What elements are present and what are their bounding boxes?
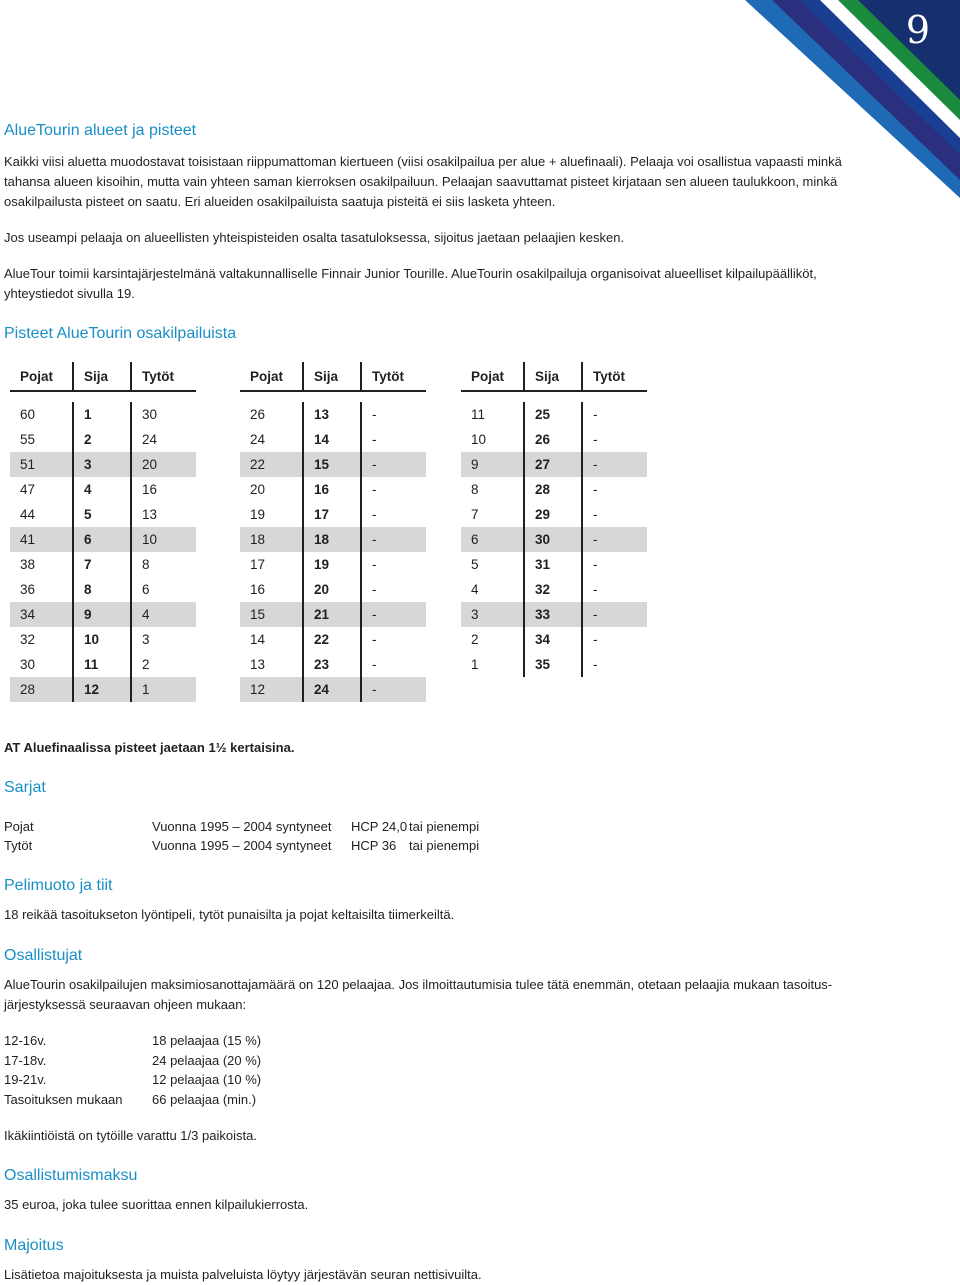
aluefinaali-note: AT Aluefinaalissa pisteet jaetaan 1½ kertaisina.: [4, 740, 295, 755]
table-row: [240, 402, 426, 427]
tytot-points-cell: -: [361, 677, 426, 702]
kiintio-group: 12-16v.: [4, 1033, 47, 1048]
table-spacer: [461, 391, 647, 402]
table-row: [10, 552, 196, 577]
tytot-points-cell: -: [593, 632, 598, 647]
sarja-name: Tytöt: [4, 838, 33, 853]
column-header: Sija: [303, 362, 361, 391]
pojat-points-cell: 13: [240, 652, 303, 677]
pojat-points-cell: 5: [461, 552, 524, 577]
sija-cell: 16: [303, 477, 361, 502]
sija-cell: 8: [73, 577, 131, 602]
tytot-points-cell: 30: [142, 407, 158, 422]
tytot-points-cell: -: [593, 507, 598, 522]
sija-cell: 12: [73, 677, 131, 702]
tytot-points-cell: -: [593, 657, 598, 672]
sarja-hcp: HCP 24,0: [351, 819, 408, 834]
sija-cell: 13: [303, 402, 361, 427]
pojat-points-cell: 6: [461, 527, 524, 552]
pojat-points-cell: 36: [10, 577, 73, 602]
pojat-points-cell: 9: [461, 452, 524, 477]
tytot-points-cell: -: [582, 602, 647, 627]
points-table-2: [240, 362, 426, 702]
table-row: [240, 577, 426, 602]
table-row: [10, 627, 196, 652]
alueet-paragraph-3: AlueTour toimii karsintajärjestelmänä valtakunnalliselle Finnair Junior Tourille. AlueTourin osakilpailuja organisoivat alueelliset kilpailupäälliköt, yhteystiedot sivulla 19.: [4, 266, 817, 301]
sija-cell: 5: [73, 502, 131, 527]
table-row: [461, 577, 647, 602]
section-heading-pelimuoto: Pelimuoto ja tiit: [4, 877, 113, 894]
sija-cell: 28: [524, 477, 582, 502]
table-row: [240, 627, 426, 652]
pojat-points-cell: 12: [240, 677, 303, 702]
tytot-points-cell: -: [593, 407, 598, 422]
table-row: [10, 577, 196, 602]
tytot-points-cell: -: [372, 407, 377, 422]
table-row: [461, 527, 647, 552]
table-row: [461, 552, 647, 577]
tytot-points-cell: -: [372, 557, 377, 572]
table-row: [10, 602, 196, 627]
pojat-points-cell: 38: [10, 552, 73, 577]
pojat-points-cell: 11: [461, 402, 524, 427]
table-row: [461, 427, 647, 452]
tytot-points-cell: -: [593, 557, 598, 572]
tytot-points-cell: -: [372, 582, 377, 597]
pojat-points-cell: 32: [10, 627, 73, 652]
kiintio-list: [4, 1031, 404, 1111]
column-header: Pojat: [461, 362, 524, 391]
tytot-points-cell: -: [372, 432, 377, 447]
sija-cell: 15: [303, 452, 361, 477]
table-row: [240, 677, 426, 702]
kiintio-count: 12 pelaajaa (10 %): [152, 1072, 262, 1087]
table-row: [461, 477, 647, 502]
tytot-points-cell: -: [361, 602, 426, 627]
table-row: [240, 502, 426, 527]
pojat-points-cell: 4: [461, 577, 524, 602]
table-row: [10, 402, 196, 427]
kiintio-row: [4, 1070, 404, 1090]
kiintio-note: Ikäkiintiöistä on tytöille varattu 1/3 paikoista.: [4, 1128, 257, 1143]
sija-cell: 17: [303, 502, 361, 527]
sarjat-row-tytot: [4, 836, 604, 856]
pojat-points-cell: 24: [240, 427, 303, 452]
tytot-points-cell: -: [582, 527, 647, 552]
sija-cell: 9: [73, 602, 131, 627]
sija-cell: 10: [73, 627, 131, 652]
kiintio-count: 24 pelaajaa (20 %): [152, 1052, 262, 1068]
pojat-points-cell: 2: [461, 627, 524, 652]
table-row: [10, 652, 196, 677]
table-spacer: [10, 391, 196, 402]
points-table-1: [10, 362, 196, 702]
sarja-years: Vuonna 1995 – 2004 syntyneet: [152, 838, 332, 853]
tytot-points-cell: 20: [131, 452, 196, 477]
pojat-points-cell: 14: [240, 627, 303, 652]
sarja-hcp-suffix: tai pienempi: [409, 819, 480, 834]
points-table-header: [461, 362, 647, 391]
table-row: [461, 452, 647, 477]
pojat-points-cell: 44: [10, 502, 73, 527]
tytot-points-cell: -: [582, 452, 647, 477]
sija-cell: 18: [303, 527, 361, 552]
sija-cell: 21: [303, 602, 361, 627]
column-header: Pojat: [10, 362, 73, 391]
pojat-points-cell: 34: [10, 602, 73, 627]
table-row: [240, 527, 426, 552]
table-row: [240, 452, 426, 477]
sija-cell: 27: [524, 452, 582, 477]
table-row: [240, 552, 426, 577]
pojat-points-cell: 51: [10, 452, 73, 477]
tytot-points-cell: -: [372, 632, 377, 647]
section-heading-sarjat: Sarjat: [4, 779, 46, 796]
sija-cell: 14: [303, 427, 361, 452]
tytot-points-cell: -: [361, 452, 426, 477]
tytot-points-cell: 4: [131, 602, 196, 627]
tytot-points-cell: -: [593, 482, 598, 497]
pojat-points-cell: 30: [10, 652, 73, 677]
alueet-paragraph-2: Jos useampi pelaaja on alueellisten yhteispisteiden osalta tasatuloksessa, sijoitus jaetaan pelaajien kesken.: [4, 230, 625, 245]
tytot-points-cell: -: [372, 482, 377, 497]
sija-cell: 30: [524, 527, 582, 552]
pojat-points-cell: 41: [10, 527, 73, 552]
sija-cell: 26: [524, 427, 582, 452]
tytot-points-cell: 3: [142, 632, 150, 647]
majoitus-text: Lisätietoa majoituksesta ja muista palveluista löytyy järjestävän seuran nettisivuilta.: [4, 1267, 482, 1282]
column-header: Sija: [73, 362, 131, 391]
table-row: [10, 452, 196, 477]
sarjat-list: [4, 817, 604, 857]
column-header: Tytöt: [131, 362, 196, 391]
pojat-points-cell: 19: [240, 502, 303, 527]
tytot-points-cell: -: [372, 657, 377, 672]
column-header: Tytöt: [582, 362, 647, 391]
section-heading-pisteet: Pisteet AlueTourin osakilpailuista: [4, 325, 237, 342]
pelimuoto-text: 18 reikää tasoitukseton lyöntipeli, tytöt punaisilta ja pojat keltaisilta tiimerkeiltä.: [4, 907, 455, 922]
table-row: [461, 627, 647, 652]
points-table-header: [10, 362, 196, 391]
sija-cell: 19: [303, 552, 361, 577]
kiintio-row: [4, 1051, 404, 1071]
osallistujat-text: AlueTourin osakilpailujen maksimiosanottajamäärä on 120 pelaajaa. Jos ilmoittautumisia tulee tätä enemmän, otetaan pelaajia mukaan tasoitus-järjestyksessä seuraavan ohjeen mukaan:: [4, 977, 833, 1012]
sija-cell: 4: [73, 477, 131, 502]
table-row: [240, 652, 426, 677]
column-header: Pojat: [240, 362, 303, 391]
sija-cell: 35: [524, 652, 582, 677]
kiintio-row: [4, 1031, 404, 1051]
table-spacer: [240, 391, 426, 402]
pojat-points-cell: 17: [240, 552, 303, 577]
pojat-points-cell: 16: [240, 577, 303, 602]
sija-cell: 6: [73, 527, 131, 552]
sija-cell: 34: [524, 627, 582, 652]
pojat-points-cell: 28: [10, 677, 73, 702]
table-row: [10, 527, 196, 552]
tytot-points-cell: 1: [131, 677, 196, 702]
sija-cell: 25: [524, 402, 582, 427]
points-table-3: [461, 362, 647, 677]
sija-cell: 7: [73, 552, 131, 577]
sarja-name: Pojat: [4, 819, 34, 834]
pojat-points-cell: 60: [10, 402, 73, 427]
table-row: [10, 502, 196, 527]
section-heading-maksu: Osallistumismaksu: [4, 1167, 138, 1184]
pojat-points-cell: 15: [240, 602, 303, 627]
table-row: [10, 477, 196, 502]
table-row: [461, 402, 647, 427]
pojat-points-cell: 3: [461, 602, 524, 627]
sija-cell: 22: [303, 627, 361, 652]
tytot-points-cell: -: [593, 582, 598, 597]
tytot-points-cell: 8: [142, 557, 150, 572]
kiintio-count: 66 pelaajaa (min.): [152, 1091, 257, 1107]
table-row: [240, 427, 426, 452]
tytot-points-cell: 10: [131, 527, 196, 552]
tytot-points-cell: -: [361, 527, 426, 552]
kiintio-group: 17-18v.: [4, 1052, 47, 1068]
pojat-points-cell: 22: [240, 452, 303, 477]
kiintio-group: Tasoituksen mukaan: [4, 1091, 123, 1107]
sarja-hcp: HCP 36: [351, 838, 397, 853]
sija-cell: 32: [524, 577, 582, 602]
table-row: [10, 677, 196, 702]
section-heading-majoitus: Majoitus: [4, 1237, 64, 1254]
sija-cell: 31: [524, 552, 582, 577]
sarjat-row-pojat: [4, 817, 604, 837]
tytot-points-cell: 2: [142, 657, 150, 672]
tytot-points-cell: -: [593, 432, 598, 447]
page-number: 9: [905, 8, 930, 52]
table-row: [240, 477, 426, 502]
table-row: [240, 602, 426, 627]
pojat-points-cell: 8: [461, 477, 524, 502]
kiintio-count: 18 pelaajaa (15 %): [152, 1033, 262, 1048]
sija-cell: 1: [73, 402, 131, 427]
column-header: Sija: [524, 362, 582, 391]
points-table-header: [240, 362, 426, 391]
sija-cell: 29: [524, 502, 582, 527]
tytot-points-cell: 6: [142, 582, 150, 597]
table-row: [461, 502, 647, 527]
kiintio-row: [4, 1090, 404, 1110]
pojat-points-cell: 18: [240, 527, 303, 552]
table-row: [461, 652, 647, 677]
tytot-points-cell: 24: [142, 432, 158, 447]
alueet-paragraph-1: Kaikki viisi aluetta muodostavat toisistaan riippumattoman kiertueen (viisi osakilpailua per alue + aluefinaali). Pelaaja voi osallistua vapaasti minkä tahansa alueen kisoihin, mutta vain yhteen saman kierroksen osakilpailuun. Pelaajan saavuttamat pisteet kirjataan sen alueen taulukkoon, minkä osakilpailusta pisteet on saatu. Eri alueiden osakilpailuista saatuja pisteitä ei siis lasketa yhteen.: [4, 154, 842, 209]
pojat-points-cell: 26: [240, 402, 303, 427]
sija-cell: 23: [303, 652, 361, 677]
sija-cell: 20: [303, 577, 361, 602]
sija-cell: 2: [73, 427, 131, 452]
table-row: [461, 602, 647, 627]
section-heading-alueet: AlueTourin alueet ja pisteet: [4, 122, 197, 139]
sija-cell: 33: [524, 602, 582, 627]
pojat-points-cell: 7: [461, 502, 524, 527]
sija-cell: 11: [73, 652, 131, 677]
tytot-points-cell: 13: [142, 507, 158, 522]
pojat-points-cell: 47: [10, 477, 73, 502]
column-header: Tytöt: [361, 362, 426, 391]
pojat-points-cell: 20: [240, 477, 303, 502]
section-heading-osallistujat: Osallistujat: [4, 947, 83, 964]
sija-cell: 24: [303, 677, 361, 702]
tytot-points-cell: -: [372, 507, 377, 522]
sija-cell: 3: [73, 452, 131, 477]
table-row: [10, 427, 196, 452]
tytot-points-cell: 16: [142, 482, 158, 497]
sarja-years: Vuonna 1995 – 2004 syntyneet: [152, 819, 332, 834]
pojat-points-cell: 1: [461, 652, 524, 677]
pojat-points-cell: 10: [461, 427, 524, 452]
kiintio-group: 19-21v.: [4, 1072, 47, 1087]
maksu-text: 35 euroa, joka tulee suorittaa ennen kilpailukierrosta.: [4, 1197, 309, 1212]
sarja-hcp-suffix: tai pienempi: [409, 838, 480, 853]
pojat-points-cell: 55: [10, 427, 73, 452]
